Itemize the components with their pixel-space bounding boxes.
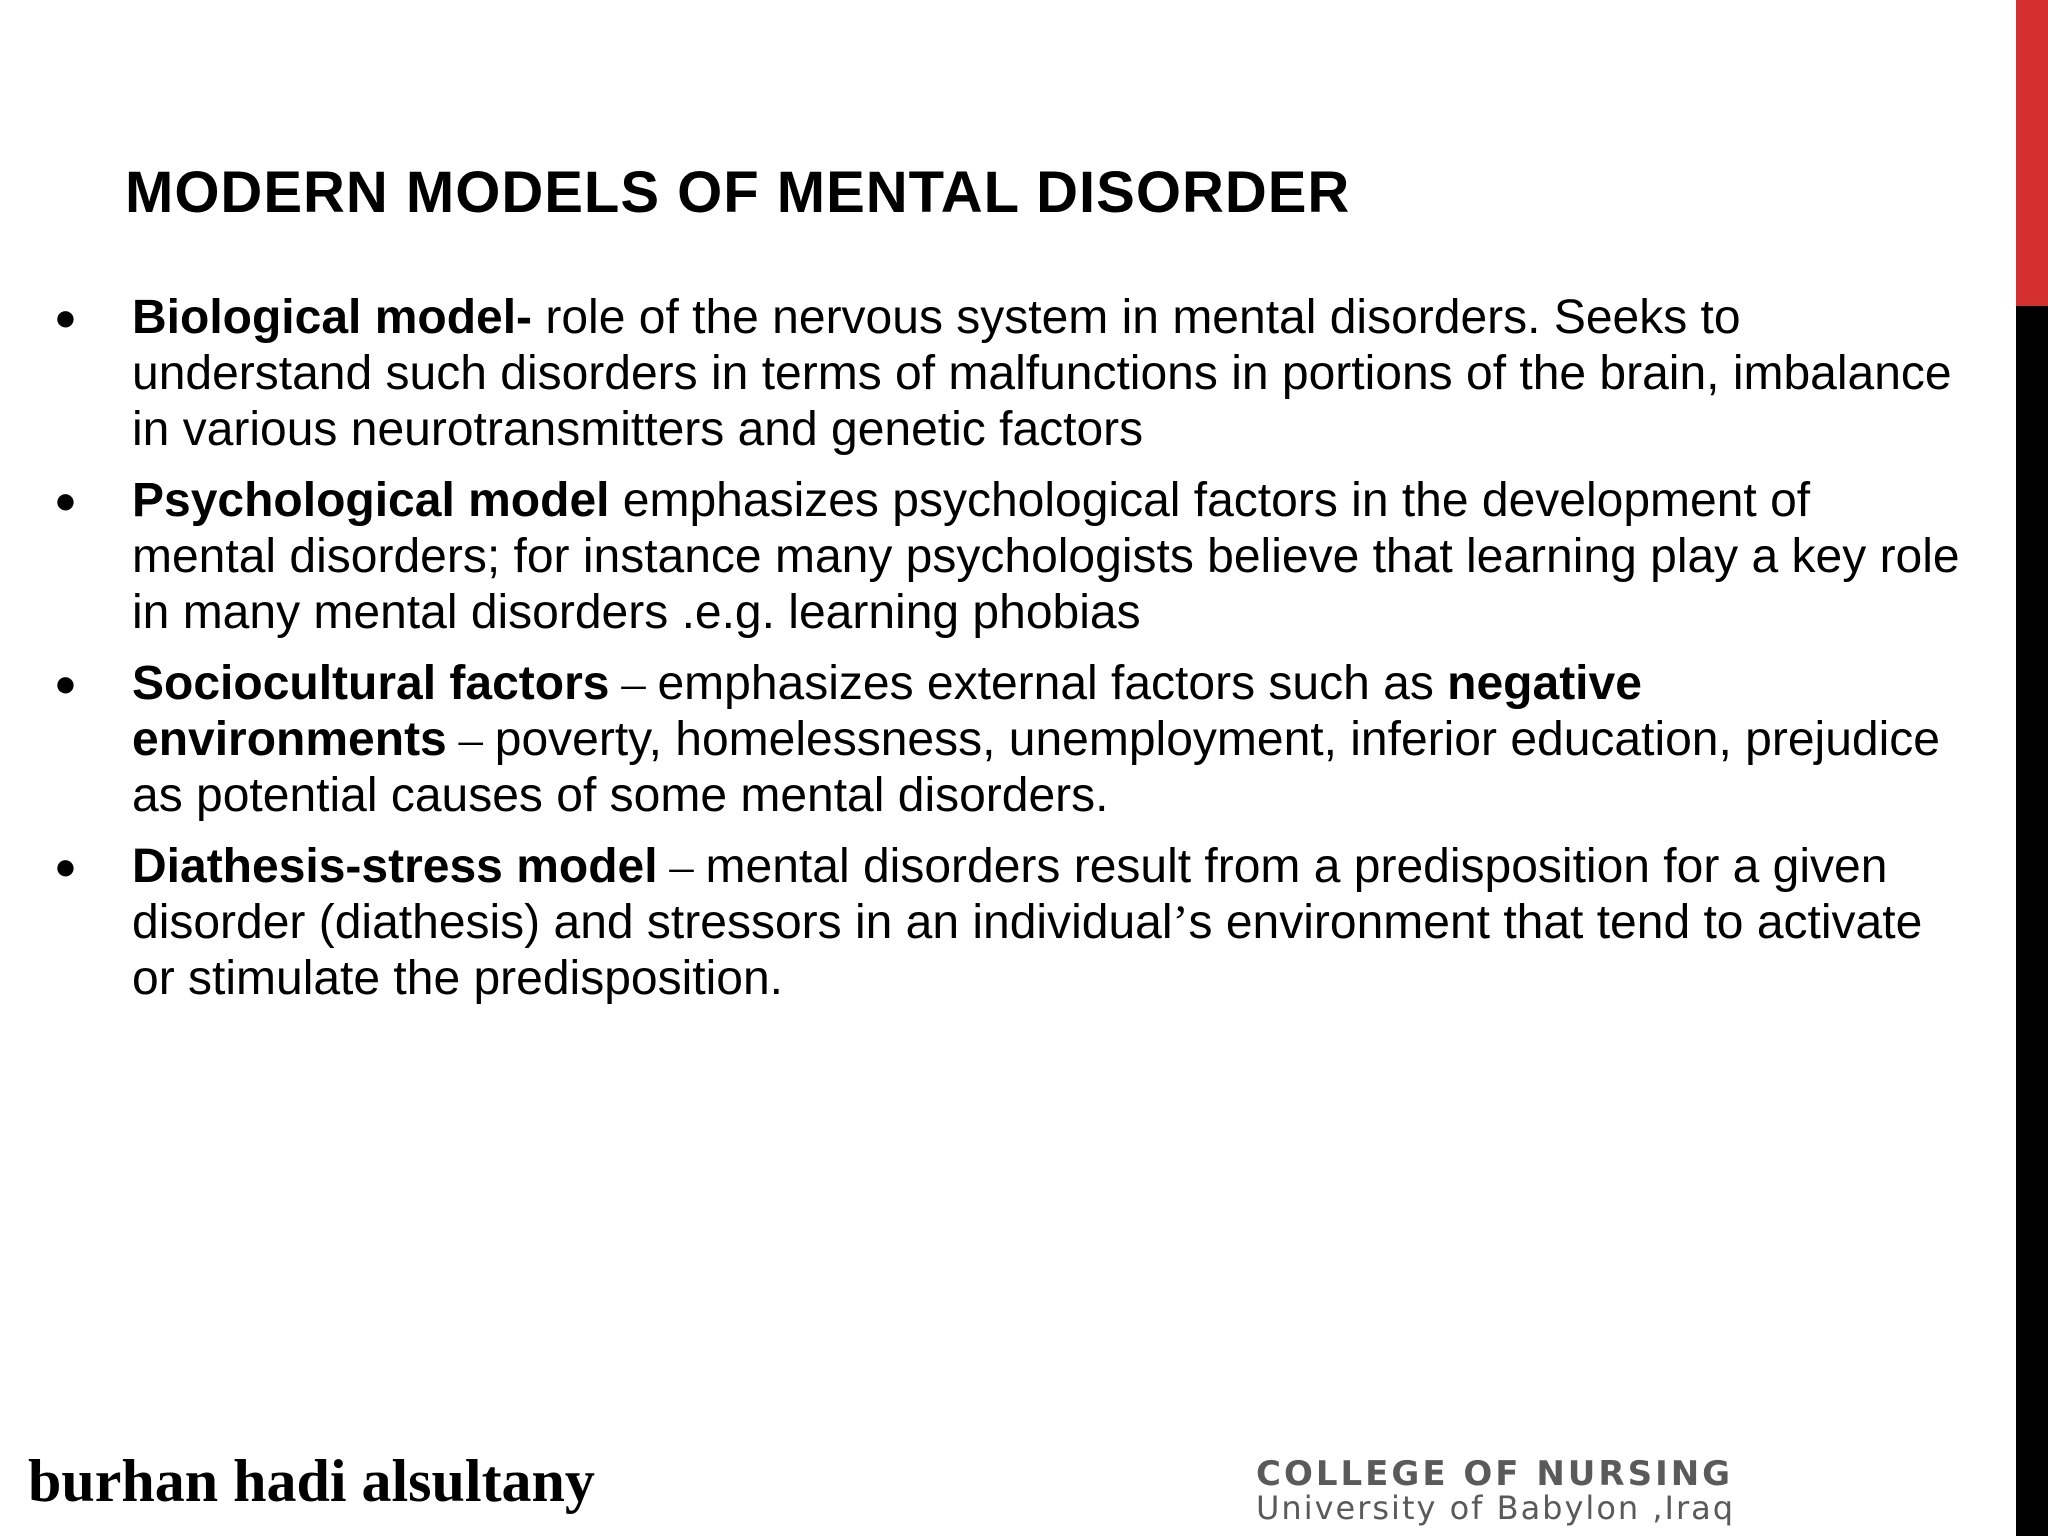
bullet-dot-icon: ● bbox=[54, 663, 77, 705]
bullet-sociocultural-factors bbox=[54, 656, 1964, 824]
slide-title: MODERN MODELS OF MENTAL DISORDER bbox=[125, 160, 1351, 225]
logo-line-college: COLLEGE OF NURSING bbox=[1256, 1454, 1734, 1494]
bullet-dot-icon: ● bbox=[54, 297, 77, 339]
bullet-text: poverty, homelessness, unemployment, inferior education, prejudice as potential causes of some mental disorders. bbox=[132, 713, 1940, 822]
bullet-text: mental disorders result from a predisposition for a given disorder (diathesis) and stressors in an individual bbox=[132, 840, 1888, 949]
bullet-text: role of the nervous system in mental disorders. Seeks to understand such disorders in terms of malfunctions in portions of the brain, imbalance in various neurotransmitters and genetic factors bbox=[132, 291, 1952, 456]
bullet-term: Biological model- bbox=[132, 291, 533, 344]
bullet-dash: – bbox=[609, 657, 658, 710]
author-name: burhan hadi alsultany bbox=[28, 1448, 595, 1514]
bullet-term: Psychological model bbox=[132, 474, 610, 527]
accent-bar-red-segment bbox=[2016, 0, 2048, 306]
bullet-dash: – bbox=[446, 713, 495, 766]
bullet-list bbox=[54, 290, 1964, 1022]
bullet-dot-icon: ● bbox=[54, 846, 77, 888]
accent-bar bbox=[2016, 0, 2048, 1536]
bullet-apostrophe: ’ bbox=[1172, 896, 1189, 949]
bullet-text: s environment that tend to activate or stimulate the predisposition. bbox=[132, 896, 1923, 1005]
bullet-diathesis-stress-model bbox=[54, 839, 1964, 1007]
bullet-dot-icon: ● bbox=[54, 480, 77, 522]
bullet-biological-model bbox=[54, 290, 1964, 458]
college-logo bbox=[1256, 1454, 1976, 1527]
bullet-term: Diathesis-stress model bbox=[132, 840, 658, 893]
bullet-text: emphasizes external factors such as bbox=[657, 657, 1448, 710]
bullet-dash: – bbox=[657, 840, 706, 893]
bullet-text: emphasizes psychological factors in the development of mental disorders; for instance many psychologists believe that learning play a key role in many mental disorders .e.g. learning phobias bbox=[132, 474, 1960, 639]
bullet-term-secondary: negative environments bbox=[132, 657, 1642, 766]
logo-line-university: University of Babylon ,Iraq bbox=[1256, 1489, 1736, 1527]
bullet-psychological-model bbox=[54, 473, 1964, 641]
bullet-term: Sociocultural factors bbox=[132, 657, 610, 710]
